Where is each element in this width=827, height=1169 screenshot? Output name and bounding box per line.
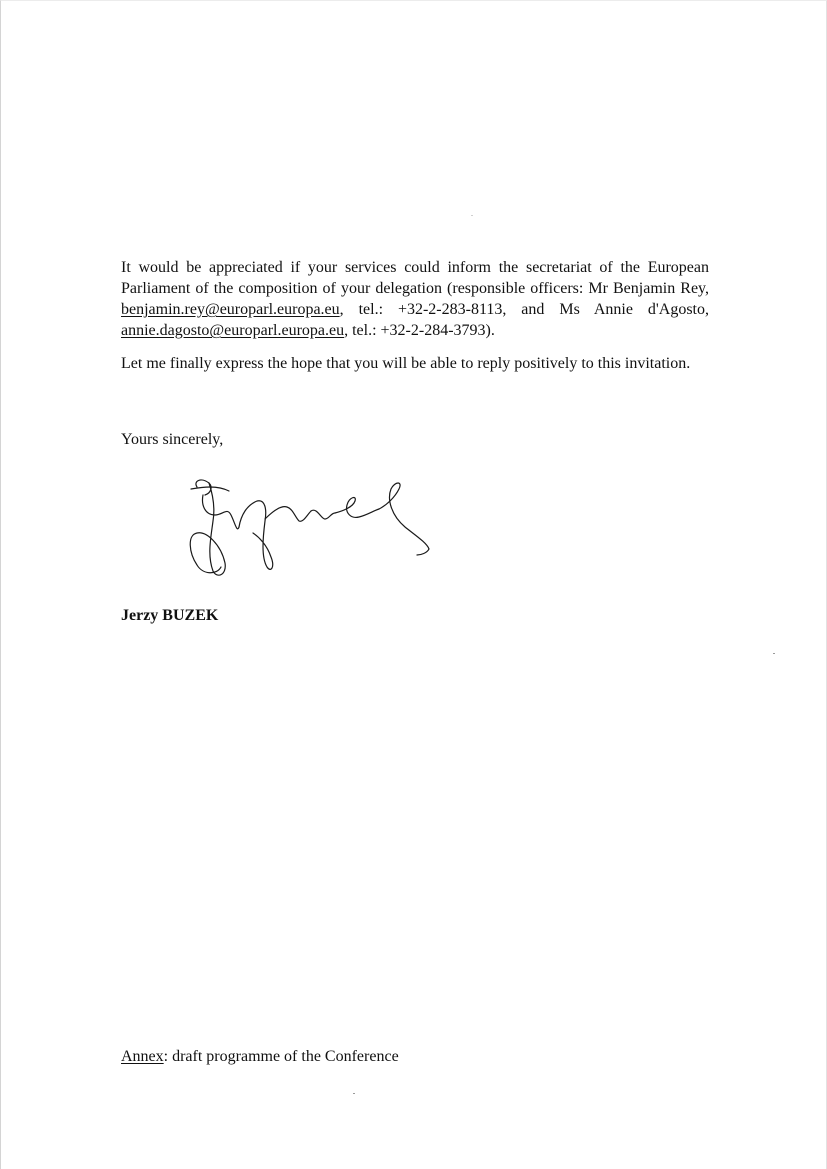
annex-label: Annex xyxy=(121,1048,164,1065)
scan-speck xyxy=(773,653,775,654)
handwritten-signature xyxy=(183,475,439,579)
paragraph-text-middle: , tel.: +32-2-283-8113, and Ms Annie d'Agosto, xyxy=(339,301,709,318)
paragraph-text-end: , tel.: +32-2-284-3793). xyxy=(344,322,495,339)
email-link-annie-dagosto[interactable]: annie.dagosto@europarl.europa.eu xyxy=(121,322,345,339)
paragraph-text-start: It would be appreciated if your services could inform the secretariat of the European Parliament of the composition of your delegation (responsible officers: Mr Benjamin Rey, xyxy=(121,259,709,297)
scan-speck xyxy=(471,215,473,216)
annex-line xyxy=(121,1046,709,1067)
signatory-name: Jerzy BUZEK xyxy=(121,607,219,624)
delegation-request-paragraph xyxy=(121,257,709,341)
complimentary-close: Yours sincerely, xyxy=(121,431,224,448)
annex-description: : draft programme of the Conference xyxy=(163,1048,399,1065)
closing-hope-paragraph: Let me finally express the hope that you will be able to reply positively to this invitation. xyxy=(121,355,691,372)
email-link-benjamin-rey[interactable]: benjamin.rey@europarl.europa.eu xyxy=(121,301,340,318)
scan-speck xyxy=(353,1093,355,1094)
